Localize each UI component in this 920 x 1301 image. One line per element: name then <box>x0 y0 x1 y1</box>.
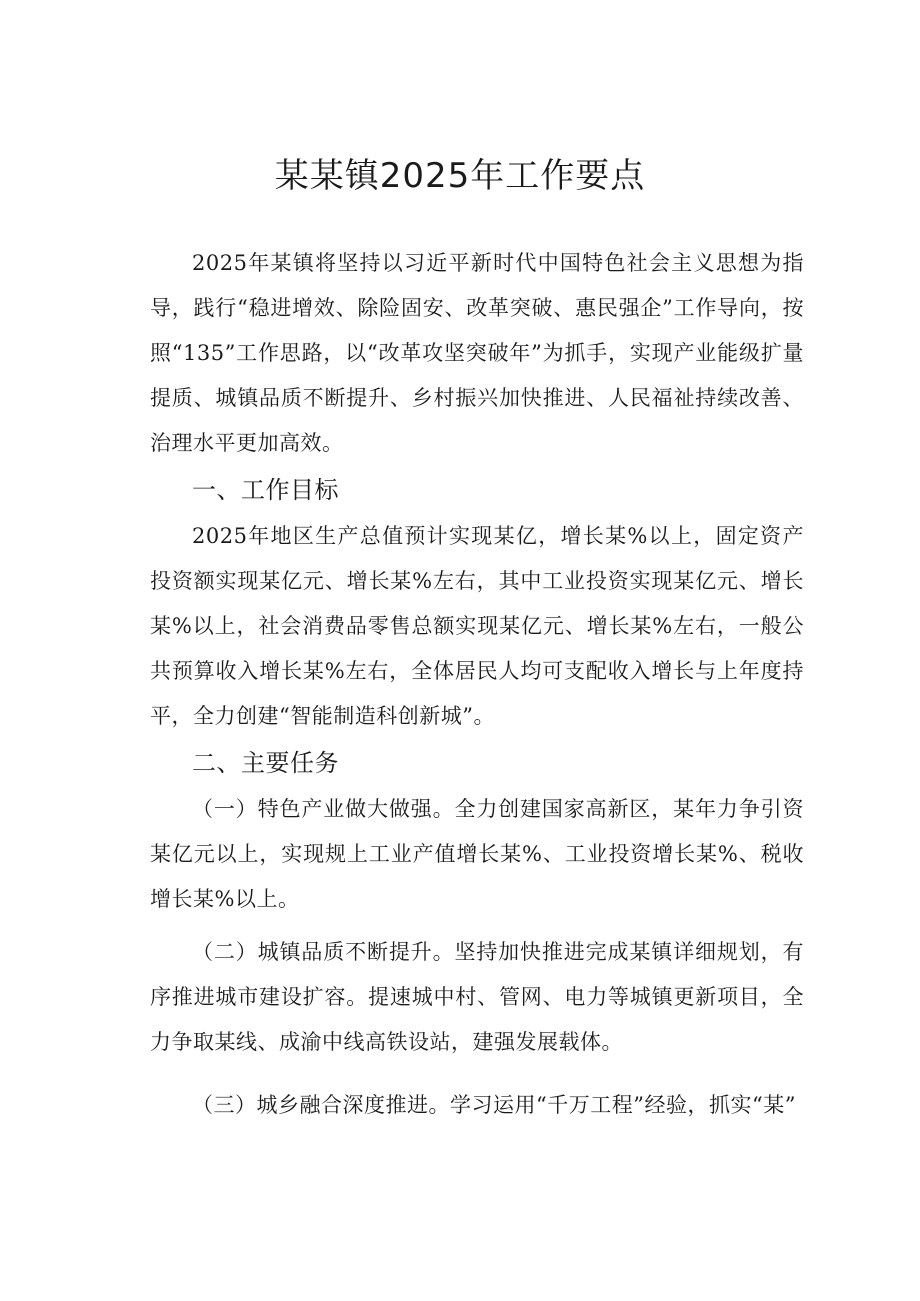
task-item-1: （一）特色产业做大做强。全力创建国家高新区，某年力争引资某亿元以上，实现规上工业产值增长某%、工业投资增长某%、税收增长某%以上。 <box>150 797 804 911</box>
section-heading-tasks: 二、主要任务 <box>192 749 339 777</box>
spacer <box>150 1065 804 1083</box>
task-item-2: （二）城镇品质不断提升。坚持加快推进完成某镇详细规划，有序推进城市建设扩容。提速城中村、管网、电力等城镇更新项目，全力争取某线、成渝中线高铁设站，建强发展载体。 <box>150 940 804 1054</box>
document-title: 某某镇2025年工作要点 <box>274 156 646 196</box>
section-heading-goals: 一、工作目标 <box>192 476 339 504</box>
document-body <box>150 241 804 1128</box>
task-item-3: （三）城乡融合深度推进。学习运用“千万工程”经验，抓实“某” <box>192 1093 796 1117</box>
spacer <box>150 922 804 930</box>
intro-paragraph: 2025年某镇将坚持以习近平新时代中国特色社会主义思想为指导，践行“稳进增效、除险固安、改革突破、惠民强企”工作导向，按照“135”工作思路，以“改革攻坚突破年”为抓手，实现产业能级扩量提质、城镇品质不断提升、乡村振兴加快推进、人民福祉持续改善、治理水平更加高效。 <box>150 251 804 455</box>
goals-paragraph: 2025年地区生产总值预计实现某亿，增长某%以上，固定资产投资额实现某亿元、增长某%左右，其中工业投资实现某亿元、增长某%以上，社会消费品零售总额实现某亿元、增长某%左右，一般公共预算收入增长某%左右，全体居民人均可支配收入增长与上年度持平，全力创建“智能制造科创新城”。 <box>150 524 804 728</box>
